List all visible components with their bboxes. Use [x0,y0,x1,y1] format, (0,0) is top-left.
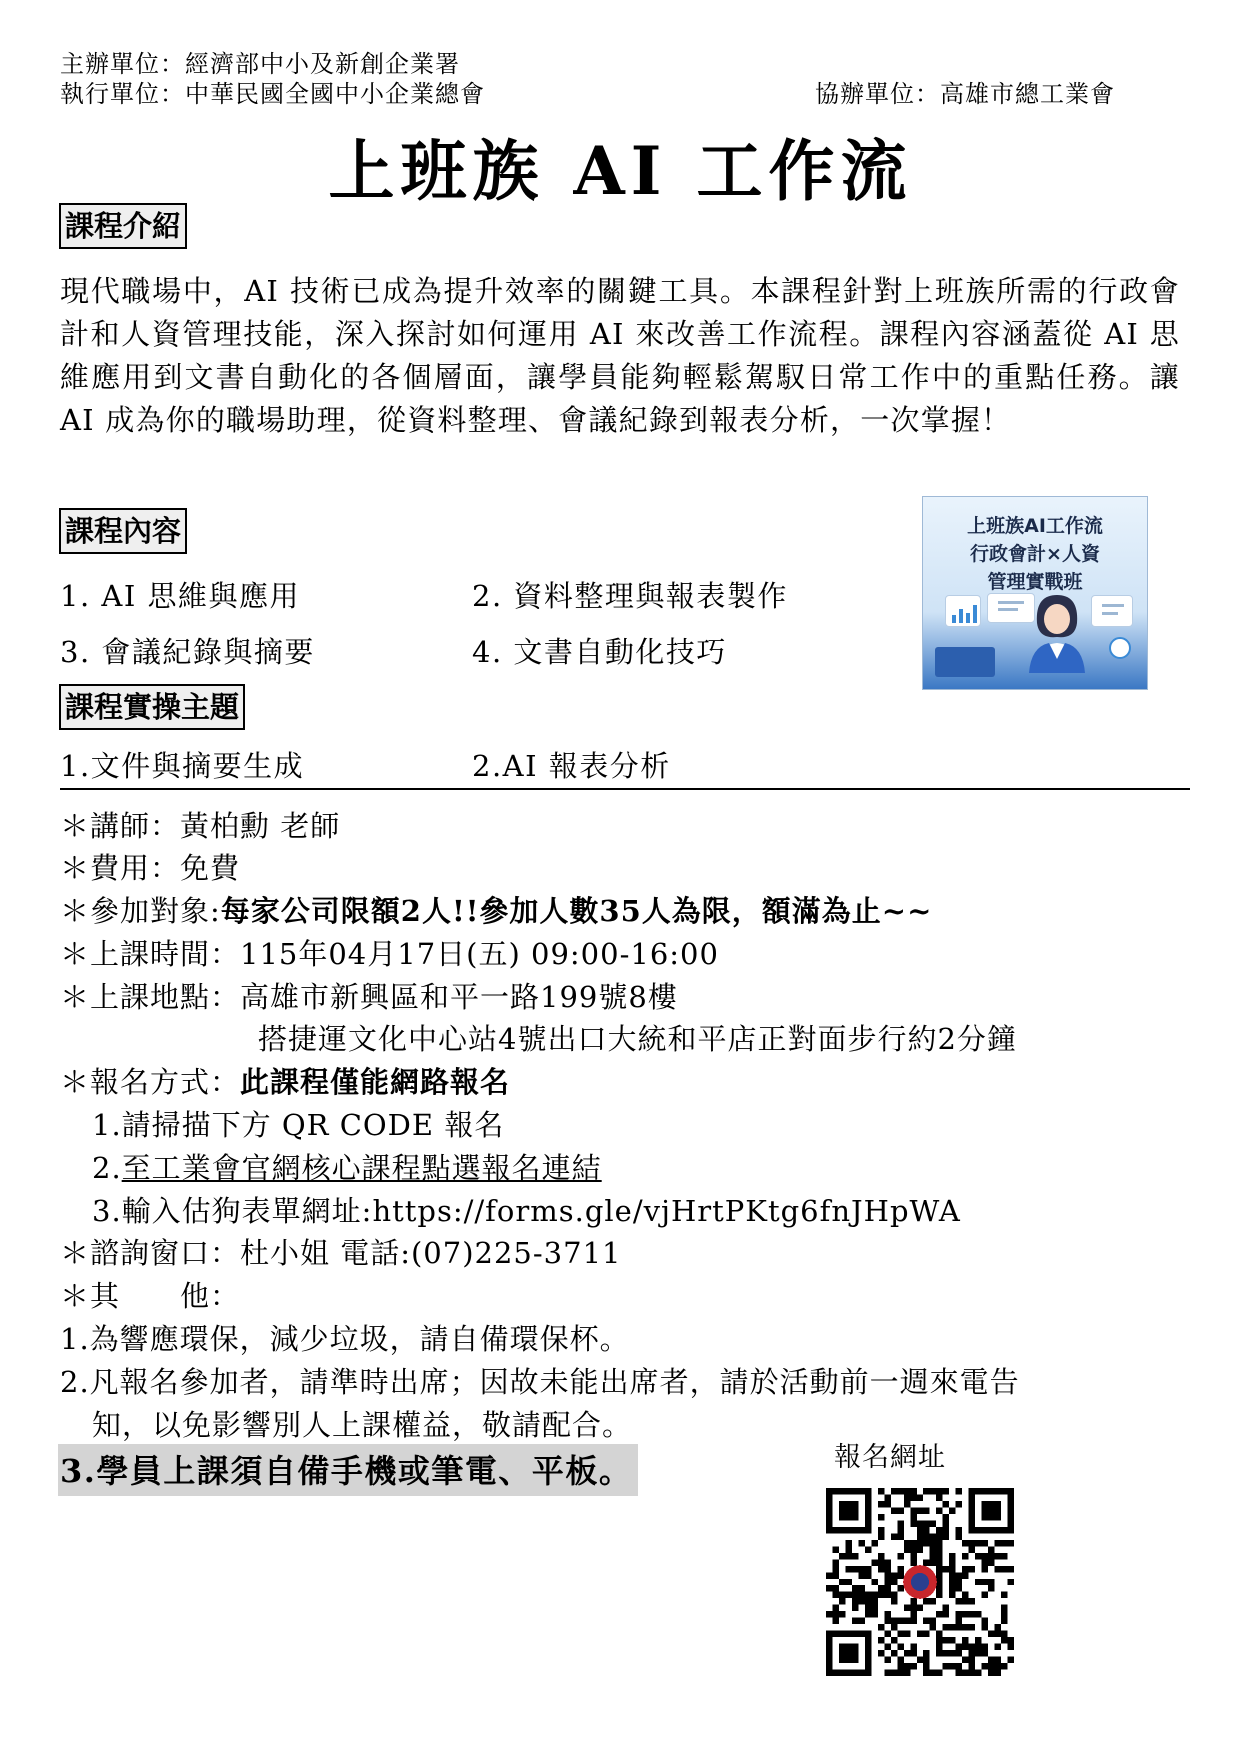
thumbnail-subtitle: 行政會計×人資 [970,543,1100,565]
target-value: 每家公司限額2人!!參加人數35人為限，額滿為止~~ [220,894,933,928]
note-3-highlight: 3.學員上課須自備手機或筆電、平板。 [58,1444,638,1496]
signup-step-2 [92,1146,602,1187]
note-2-line-2: 知，以免影響別人上課權益，敬請配合。 [92,1408,633,1442]
section-divider [60,788,1190,790]
signup-qr-code[interactable] [826,1488,1014,1676]
note-1: 1.為響應環保，減少垃圾，請自備環保杯。 [60,1322,630,1356]
thumbnail-title: 上班族AI工作流 [967,515,1103,537]
laptop-icon [935,647,995,677]
signup-step-1: 1.請掃描下方 QR CODE 報名 [92,1108,505,1142]
report-card [1091,595,1133,627]
content-heading: 課程內容 [59,508,187,554]
note-2-line-1: 2.凡報名參加者，請準時出席；因故未能出席者，請於活動前一週來電告 [60,1365,1020,1399]
executor-text: 執行單位：中華民國全國中小企業總會 [60,80,485,108]
content-item: 4. 文書自動化技巧 [472,635,727,669]
signup-link[interactable]: 至工業會官網核心課程點選報名連結 [121,1151,602,1185]
practice-item: 1.文件與摘要生成 [60,749,305,783]
person-illustration [1027,589,1087,673]
time-text: ＊上課時間：115年04月17日(五) 09:00-16:00 [60,937,719,971]
practice-item: 2.AI 報表分析 [472,749,671,783]
thumbnail-subtitle-2: 管理實戰班 [987,571,1083,593]
qr-label: 報名網址 [834,1442,946,1473]
signup-step-3: 3.輸入估狗表單網址:https://forms.gle/vjHrtPKtg6fnJHpWA [92,1194,961,1228]
content-item: 1. AI 思維與應用 [60,579,301,613]
location-text: ＊上課地點：高雄市新興區和平一路199號8樓 [60,980,678,1014]
clock-icon [1109,637,1131,659]
content-item: 3. 會議紀錄與摘要 [60,635,315,669]
practice-heading: 課程實操主題 [59,684,245,730]
signup-row [60,1060,510,1101]
other-heading: ＊其 他： [60,1279,241,1313]
target-label: ＊參加對象: [60,894,221,928]
location-note: 搭捷運文化中心站4號出口大統和平店正對面步行約2分鐘 [258,1022,1017,1056]
instructor-text: ＊講師：黃柏勳 老師 [60,809,341,843]
target-row [60,889,932,930]
organizer-text: 主辦單位：經濟部中小及新創企業署 [60,50,460,78]
fee-text: ＊費用：免費 [60,851,241,885]
intro-heading: 課程介紹 [59,203,187,249]
signup-value: 此課程僅能網路報名 [240,1065,511,1099]
signup-step-2-prefix: 2. [92,1151,122,1185]
page-title: 上班族 AI 工作流 [328,132,913,210]
signup-label: ＊報名方式： [60,1065,241,1099]
contact-text: ＊諮詢窗口：杜小姐 電話:(07)225-3711 [60,1236,622,1270]
content-item: 2. 資料整理與報表製作 [472,579,788,613]
course-thumbnail [922,496,1148,690]
intro-paragraph: 現代職場中，AI 技術已成為提升效率的關鍵工具。本課程針對上班族所需的行政會計和人資管理技能，深入探討如何運用 AI 來改善工作流程。課程內容涵蓋從 AI 思維應用到文書自動化的各個層面，讓學員能夠輕鬆駕馭日常工作中的重點任務。讓 AI 成為你的職場助理，從資料整理、會議紀錄到報表分析，一次掌握！ [60,274,1180,437]
co-organizer-text: 協辦單位：高雄市總工業會 [815,80,1115,108]
chart-card [945,595,981,627]
